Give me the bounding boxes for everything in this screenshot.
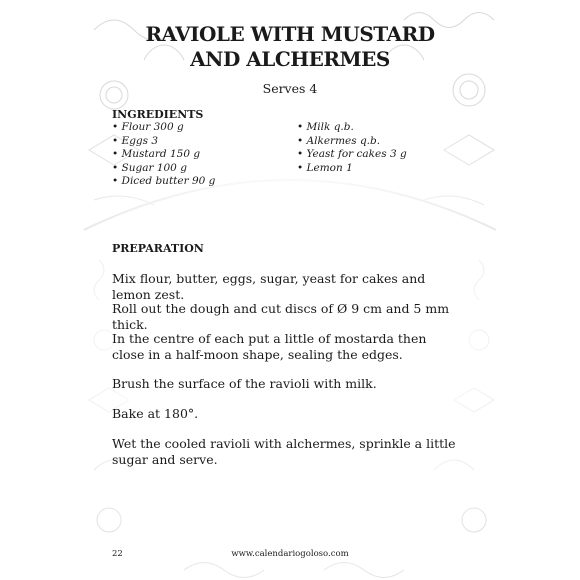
preparation-heading: PREPARATION bbox=[112, 242, 204, 255]
serves-count: Serves 4 bbox=[262, 81, 318, 96]
preparation-step: Roll out the dough and cut discs of Ø 9 cm and 5 mm thick. bbox=[112, 301, 450, 332]
preparation-step: Bake at 180°. bbox=[112, 406, 199, 421]
ingredient-item: • Sugar 100 g bbox=[112, 161, 187, 174]
recipe-title bbox=[84, 22, 496, 72]
ingredient-item: • Eggs 3 bbox=[112, 134, 159, 147]
website-url[interactable]: www.calendariogoloso.com bbox=[231, 549, 349, 559]
page-number: 22 bbox=[112, 549, 123, 559]
ingredient-item: • Flour 300 g bbox=[112, 121, 184, 133]
preparation-step: Mix flour, butter, eggs, sugar, yeast for cakes and lemon zest. bbox=[112, 271, 426, 302]
ingredient-item: • Alkermes q.b. bbox=[297, 134, 381, 147]
ingredient-item: • Mustard 150 g bbox=[112, 148, 201, 160]
recipe-title-line-2: AND ALCHERMES bbox=[190, 47, 390, 71]
ingredients-list-right bbox=[297, 121, 407, 175]
recipe-page bbox=[84, 0, 496, 580]
ingredient-item: • Lemon 1 bbox=[297, 161, 353, 174]
ingredient-item: • Yeast for cakes 3 g bbox=[297, 148, 407, 160]
preparation-step: Brush the surface of the ravioli with milk. bbox=[112, 376, 377, 391]
ingredients-list-left bbox=[112, 121, 215, 189]
ingredients-heading: INGREDIENTS bbox=[112, 108, 204, 121]
ingredient-item: • Diced butter 90 g bbox=[112, 175, 216, 187]
preparation-step: Wet the cooled ravioli with alchermes, sprinkle a little sugar and serve. bbox=[112, 436, 456, 467]
recipe-title-line-1: RAVIOLE WITH MUSTARD bbox=[145, 22, 435, 46]
preparation-step: In the centre of each put a little of mostarda then close in a half-moon shape, sealing the edges. bbox=[112, 331, 427, 362]
ingredient-item: • Milk q.b. bbox=[297, 121, 354, 133]
